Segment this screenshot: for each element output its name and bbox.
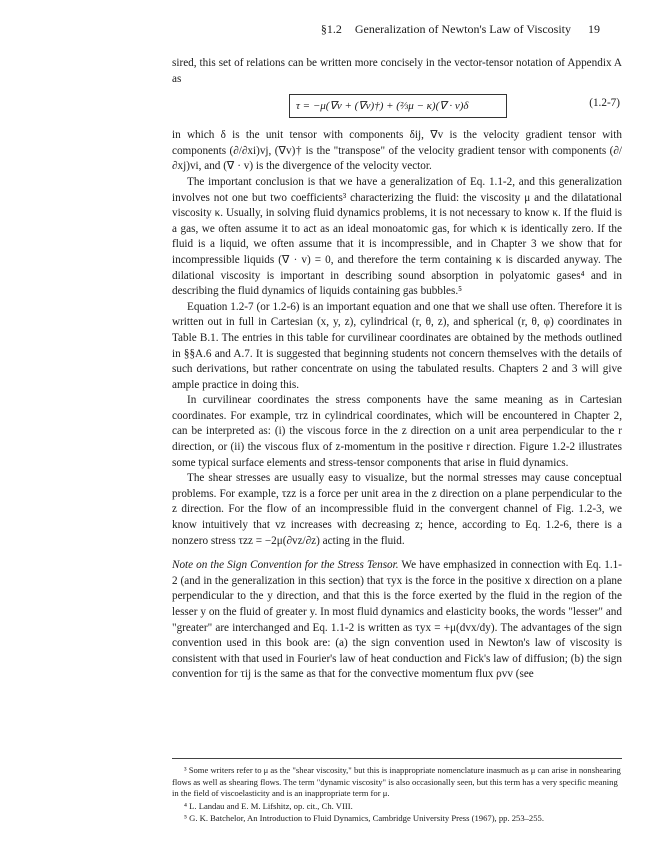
- sign-convention-note: [172, 558, 622, 683]
- section-number: §1.2: [320, 22, 342, 36]
- note-text: We have emphasized in connection with Eq. 1.1-2 (and in the generalization in this section) that τyx is the force in the positive x direction on a plane perpendicular to the y direction, and that this is the force exerted by the fluid in the region of the lesser y on the fluid of greater y. In most fluid dynamics and elasticity books, the words "lesser" and "greater" are interchanged and Eq. 1.1-2 is written as τyx = +μ(dvx/dy). The advantages of the sign convention used in this book are: (a) the sign convention used in Newton's law of viscosity is consistent with that used in Fourier's law of heat conduction and Fick's law of diffusion; (b) the sign convention for τij is the same as that for the convective momentum flux ρvv (see: [172, 559, 622, 681]
- paragraph-3: Equation 1.2-7 (or 1.2-6) is an important equation and one that we shall use often. Therefore it is written out in full in Cartesian (x, y, z), cylindrical (r, θ, z), and spherical (r, θ, φ) coordinates in Table B.1. The entries in this table for curvilinear coordinates are obtained by the methods outlined in §§A.6 and A.7. It is suggested that beginning students not concern themselves with the details of such derivations, but rather concentrate on using the tabulated results. Chapters 2 and 3 will give ample practice in doing this.: [172, 300, 622, 391]
- paragraph-1: in which δ is the unit tensor with components δij, ∇v is the velocity gradient tensor with components (∂/∂xi)vj, (∇v)† is the "transpose" of the velocity gradient tensor with components (∂/∂xj)vi, and (∇ · v) is the divergence of the velocity vector.: [172, 129, 622, 173]
- page-number: 19: [588, 22, 600, 36]
- paragraph-4: In curvilinear coordinates the stress components have the same meaning as in Cartesian coordinates. For example, τrz in cylindrical coordinates, which will be encountered in Chapter 2, can be interpreted as: (i) the viscous force in the z direction on a unit area perpendicular to the r direction, or (ii) the viscous flux of z-momentum in the positive r direction. Figure 1.2-2 illustrates some typical surface elements and stress-tensor components that arise in fluid dynamics.: [172, 394, 622, 469]
- running-head: [300, 22, 600, 37]
- equation-number: (1.2-7): [589, 97, 620, 110]
- footnote-4: ⁴ L. Landau and E. M. Lifshitz, op. cit., Ch. VIII.: [184, 800, 353, 811]
- paragraph-2: The important conclusion is that we have a generalization of Eq. 1.1-2, and this generalization involves not one but two coefficients³ characterizing the fluid: the viscosity μ and the dilatational viscosity κ. Usually, in solving fluid dynamics problems, it is not necessary to know κ. If the fluid is a gas, we often assume it to act as an ideal monoatomic gas, for which κ is identically zero. If the fluid is a liquid, we often assume that it is incompressible, and in Chapter 3 we show that for incompressible liquids (∇ · v) = 0, and therefore the term containing κ is discarded anyway. The dilational viscosity is important in describing sound absorption in polyatomic gases⁴ and in describing the fluid dynamics of liquids containing gas bubbles.⁵: [172, 175, 622, 298]
- running-title: Generalization of Newton's Law of Viscosity: [354, 22, 571, 36]
- paragraph-0: sired, this set of relations can be written more concisely in the vector-tensor notation of Appendix A as: [172, 57, 622, 85]
- footnote-rule: [172, 758, 622, 759]
- body-text: [172, 56, 622, 683]
- note-title: Note on the Sign Convention for the Stress Tensor.: [172, 559, 399, 572]
- footnote-5: ⁵ G. K. Batchelor, An Introduction to Fluid Dynamics, Cambridge University Press (1967), pp. 253–255.: [184, 813, 544, 824]
- footnotes: [172, 765, 622, 826]
- equation-box: τ = −μ(∇v + (∇v)†) + (⅔μ − κ)(∇ · v)δ: [289, 94, 507, 118]
- paragraph-5: The shear stresses are usually easy to visualize, but the normal stresses may cause conceptual problems. For example, τzz is a force per unit area in the z direction on a plane perpendicular to the z direction. For the flow of an incompressible fluid in the convergent channel of Fig. 1.2-3, we know intuitively that vz increases with decreasing z; hence, according to Eq. 1.2-6, there is a nonzero stress τzz = −2μ(∂vz/∂z) acting in the fluid.: [172, 472, 622, 547]
- equation-row: [172, 90, 622, 124]
- footnote-3: ³ Some writers refer to μ as the "shear viscosity," but this is inappropriate nomenclature inasmuch as μ can arise in nonshearing flows as well as shearing flows. The term "dynamic viscosity" is also occasionally seen, but this term has a very specific meaning in the field of viscoelasticity and is an inappropriate term for μ.: [172, 765, 621, 799]
